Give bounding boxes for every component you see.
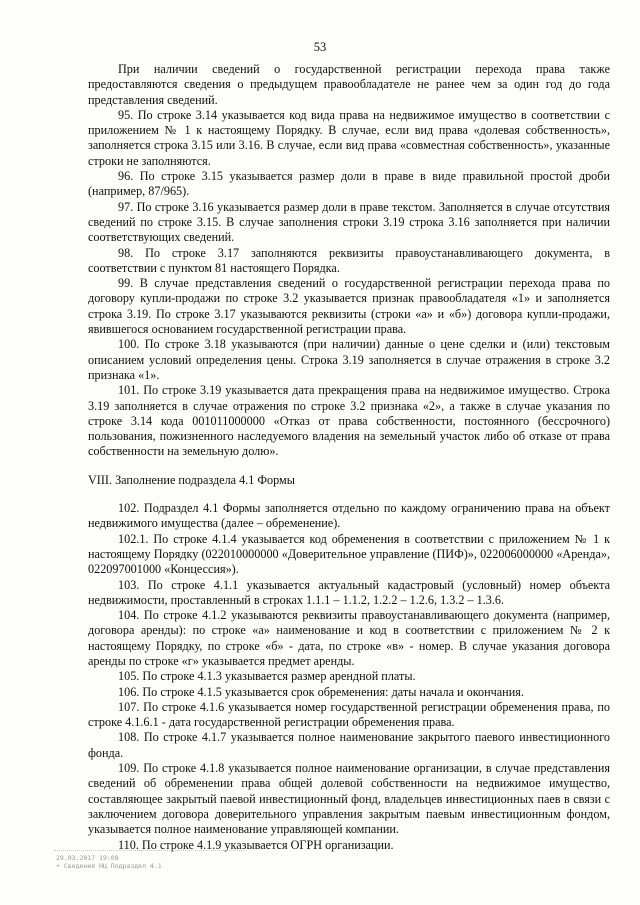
paragraph-96: 96. По строке 3.15 указывается размер доли в праве в виде правильной простой дроби (например, 87/965). <box>88 169 610 199</box>
section-title: VIII. Заполнение подраздела 4.1 Формы <box>88 472 295 487</box>
paragraph-101: 101. По строке 3.19 указывается дата прекращения права на недвижимое имущество. Строка 3.19 заполняется в случае отражения по строке 3.2 признака «2», а также в случае указания по строке 3.14 кода 001011000000 «Отказ от права собственности, постоянного (бессрочного) пользования, пожизненного наследуемого владения на земельный участок либо об отказе от права собственности на земельную долю». <box>88 383 610 459</box>
paragraph-100: 100. По строке 3.18 указываются (при наличии) данные о цене сделки и (или) текстовым описанием условий определения цены. Строка 3.19 заполняется в случае отражения в строке 3.2 признака «1». <box>88 337 610 382</box>
paragraph-105: 105. По строке 4.1.3 указывается размер арендной платы. <box>118 669 416 684</box>
paragraph-108: 108. По строке 4.1.7 указывается полное наименование закрытого паевого инвестиционного фонда. <box>88 730 610 760</box>
paragraph-106: 106. По строке 4.1.5 указывается срок обременения: даты начала и окончания. <box>118 684 524 699</box>
paragraph-102-1: 102.1. По строке 4.1.4 указывается код обременения в соответствии с приложением № 1 к настоящему Порядку (022010000000 «Доверительное управление (ПИФ)», 022006000000 «Аренда», 022097001000 «Концессия»). <box>88 531 610 577</box>
document-body <box>88 62 610 853</box>
paragraph-102: 102. Подраздел 4.1 Формы заполняется отдельно по каждому ограничению права на объект недвижимого имущества (далее – обременение). <box>88 501 610 531</box>
footer-divider <box>54 850 244 851</box>
footer-stamp <box>56 854 162 870</box>
paragraph-99: 99. В случае представления сведений о государственной регистрации перехода права по договору купли-продажи по строке 3.2 указывается признак правообладателя «1» и заполняется строка 3.19. По строке 3.17 указываются реквизиты (строки «а» и «б») договора купли-продажи, явившегося основанием государственной регистрации права. <box>88 276 610 337</box>
paragraph-98: 98. По строке 3.17 заполняются реквизиты правоустанавливающего документа, в соответствии с пунктом 81 настоящего Порядка. <box>88 245 610 275</box>
paragraph-104: 104. По строке 4.1.2 указываются реквизиты правоустанавливающего документа (например, договора аренды): по строке «а» наименование и код в соответствии с приложением № 2 к настоящему Порядку, по строке «б» - дата, по строке «в» - номер. В случае указания договора аренды по строке «г» указывается предмет аренды. <box>88 608 610 668</box>
paragraph-107: 107. По строке 4.1.6 указывается номер государственной регистрации обременения права, по строке 4.1.6.1 - дата государственной регистрации обременения права. <box>88 699 610 730</box>
paragraph-95: 95. По строке 3.14 указывается код вида права на недвижимое имущество в соответствии с приложением № 1 к настоящему Порядку. В случае, если вид права «долевая собственность», заполняется строка 3.15 или 3.16. В случае, если вид права «совместная собственность», указанные строки не заполняются. <box>88 107 610 168</box>
footer-caption: • Сведения НЦ Подраздел 4.1 <box>56 862 162 870</box>
footer-timestamp: 29.03.2017 19:08 <box>56 854 119 862</box>
paragraph-110: 110. По строке 4.1.9 указывается ОГРН организации. <box>118 837 394 852</box>
paragraph-103: 103. По строке 4.1.1 указывается актуальный кадастровый (условный) номер объекта недвижимости, проставленный в строках 1.1.1 – 1.1.2, 1.2.2 – 1.2.6, 1.3.2 – 1.3.6. <box>88 577 610 607</box>
paragraph-109: 109. По строке 4.1.8 указывается полное наименование организации, в случае представления сведений об обременении права общей долевой собственности на недвижимое имущество, составляющее закрытый паевой инвестиционный фонд, владельцев инвестиционных паев в связи с заключением договора доверительного управления закрытым паевым инвестиционным фондом, указывается полное наименование управляющей компании. <box>88 761 610 837</box>
page-number: 53 <box>313 40 327 54</box>
paragraph-previous-holder: При наличии сведений о государственной регистрации перехода права также предоставляются сведения о предыдущем правообладателе не ранее чем за один год до года представления сведений. <box>88 62 610 107</box>
paragraph-97: 97. По строке 3.16 указывается размер доли в праве текстом. Заполняется в случае отсутствия сведений по строке 3.15. В случае заполнения строки 3.19 строка 3.16 заполняется при наличии соответствующих сведений. <box>88 199 610 245</box>
